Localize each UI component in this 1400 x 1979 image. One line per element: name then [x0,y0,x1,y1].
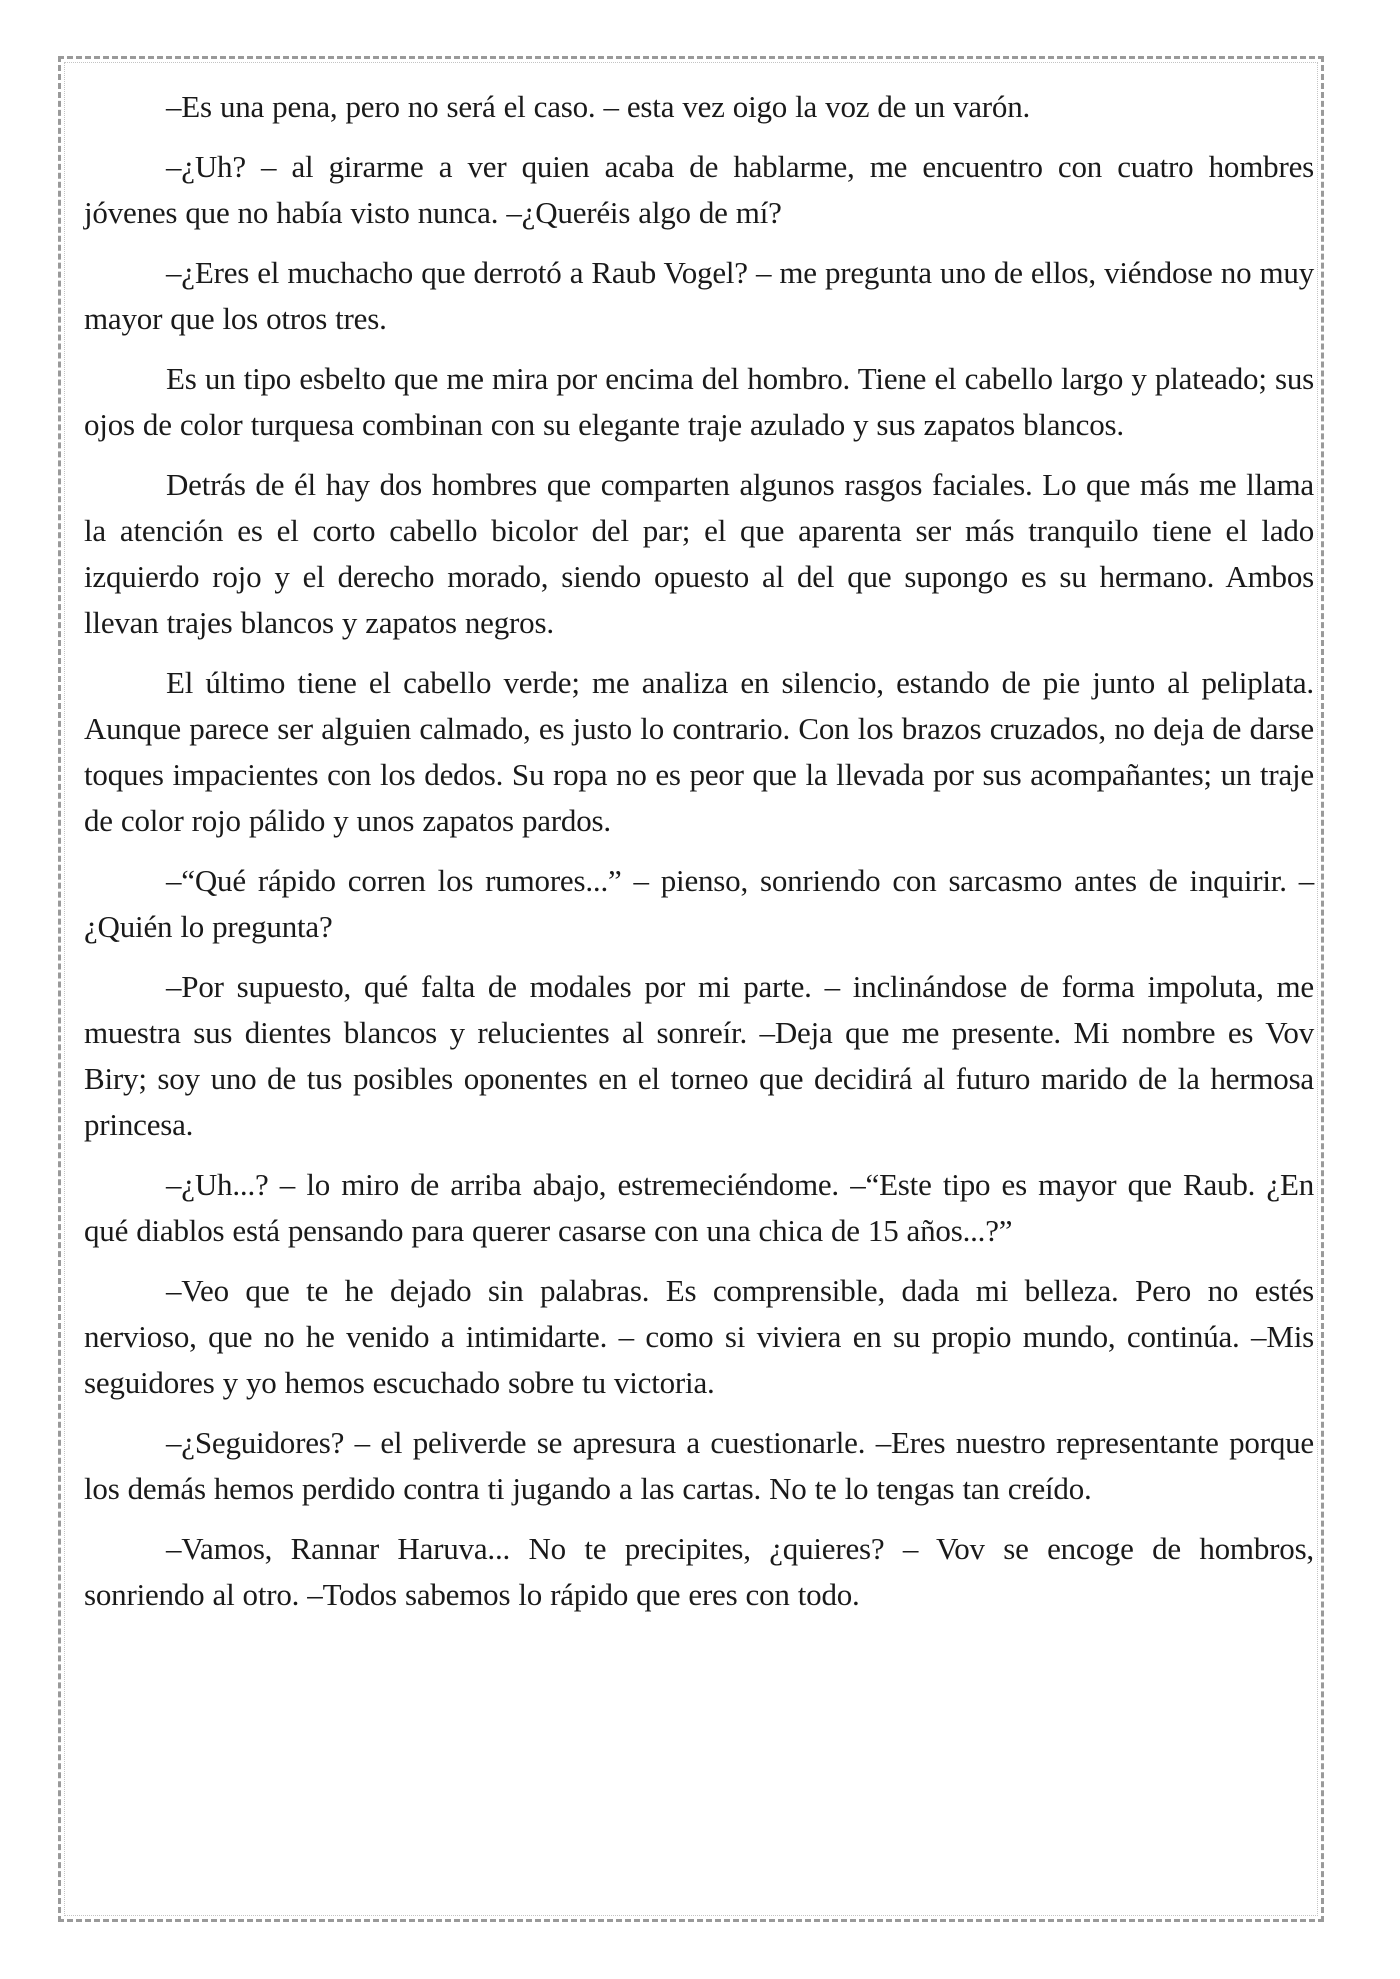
paragraph-9: –¿Uh...? – lo miro de arriba abajo, estremeciéndome. –“Este tipo es mayor que Raub. ¿En qué diablos está pensando para querer casarse con una chica de 15 años...?” [84,1167,1314,1248]
paragraph-6: El último tiene el cabello verde; me analiza en silencio, estando de pie junto al peliplata. Aunque parece ser alguien calmado, es justo lo contrario. Con los brazos cruzados, no deja de darse toques impacientes con los dedos. Su ropa no es peor que la llevada por sus acompañantes; un traje de color rojo pálido y unos zapatos pardos. [84,665,1314,838]
paragraph-4: Es un tipo esbelto que me mira por encima del hombro. Tiene el cabello largo y plateado; sus ojos de color turquesa combinan con su elegante traje azulado y sus zapatos blancos. [84,361,1314,442]
paragraph-1: –Es una pena, pero no será el caso. – esta vez oigo la voz de un varón. [166,89,1031,124]
paragraph-8: –Por supuesto, qué falta de modales por mi parte. – inclinándose de forma impoluta, me muestra sus dientes blancos y relucientes al sonreír. –Deja que me presente. Mi nombre es Vov Biry; soy uno de tus posibles oponentes en el torneo que decidirá al futuro marido de la hermosa princesa. [84,969,1314,1142]
paragraph-11: –¿Seguidores? – el peliverde se apresura a cuestionarle. –Eres nuestro representante porque los demás hemos perdido contra ti jugando a las cartas. No te lo tengas tan creído. [84,1425,1314,1506]
paragraph-3: –¿Eres el muchacho que derrotó a Raub Vogel? – me pregunta uno de ellos, viéndose no muy mayor que los otros tres. [84,255,1314,336]
paragraph-5: Detrás de él hay dos hombres que comparten algunos rasgos faciales. Lo que más me llama la atención es el corto cabello bicolor del par; el que aparenta ser más tranquilo tiene el lado izquierdo rojo y el derecho morado, siendo opuesto al del que supongo es su hermano. Ambos llevan trajes blancos y zapatos negros. [84,467,1314,640]
paragraph-7: –“Qué rápido corren los rumores...” – pienso, sonriendo con sarcasmo antes de inquirir. –¿Quién lo pregunta? [84,863,1314,944]
paragraph-10: –Veo que te he dejado sin palabras. Es comprensible, dada mi belleza. Pero no estés nervioso, que no he venido a intimidarte. – como si viviera en su propio mundo, continúa. –Mis seguidores y yo hemos escuchado sobre tu victoria. [84,1273,1314,1400]
document-body [84,84,1314,1632]
paragraph-2: –¿Uh? – al girarme a ver quien acaba de hablarme, me encuentro con cuatro hombres jóvenes que no había visto nunca. –¿Queréis algo de mí? [84,149,1314,230]
paragraph-12: –Vamos, Rannar Haruva... No te precipites, ¿quieres? – Vov se encoge de hombros, sonriendo al otro. –Todos sabemos lo rápido que eres con todo. [84,1531,1314,1612]
